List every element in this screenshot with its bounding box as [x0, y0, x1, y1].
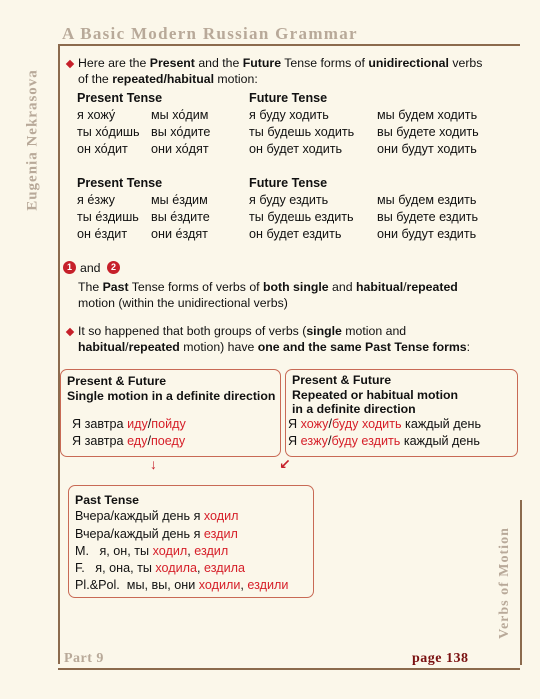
note-repeated: repeated [406, 280, 458, 294]
number-two-icon: 2 [107, 261, 120, 274]
author-name [18, 60, 48, 220]
past-example-line [75, 543, 228, 560]
note-text: Tense forms of verbs of [128, 280, 264, 294]
section-side-label [492, 515, 518, 650]
conj-cell: они е́здят [151, 227, 208, 241]
future-tense-table-khodit [249, 90, 479, 158]
present-tense-header: Present Tense [77, 176, 163, 190]
slash: / [327, 434, 332, 448]
conj-cell: они будут ездить [377, 227, 477, 241]
verb-red: еду [127, 434, 148, 448]
number-one-icon: 1 [63, 261, 76, 274]
conj-cell: я е́зжу [77, 193, 115, 207]
conj-cell: мы будем ходить [377, 108, 478, 122]
conj-cell: он будет ходить [249, 142, 343, 156]
note-text: : [466, 340, 471, 354]
conjugation-row [249, 209, 478, 226]
conjugation-row [249, 226, 478, 243]
future-tense-header: Future Tense [249, 176, 328, 190]
box-title: Present & Future [292, 373, 392, 387]
intro-repeated-habitual: repeated/habitual [112, 72, 215, 86]
verb-red: ездил [194, 544, 229, 558]
verb-red: хожу [300, 417, 329, 431]
intro-text: and the [194, 56, 243, 70]
bullet-diamond-icon [66, 60, 74, 68]
intro-text: Here are the [78, 56, 150, 70]
slash: / [147, 434, 151, 448]
verb-red: ходила [155, 561, 198, 575]
note-text: and [328, 280, 356, 294]
example-line [72, 433, 185, 450]
future-tense-header: Future Tense [249, 91, 328, 105]
box-subtitle: Single motion in a definite direction [67, 389, 276, 403]
conjugation-row [249, 124, 479, 141]
note-single: single [306, 324, 342, 338]
section-side-text: Verbs of Motion [497, 526, 512, 639]
conj-cell: ты будешь ездить [249, 210, 354, 224]
note-text: motion and [341, 324, 407, 338]
note-text: It so happened that both groups of verbs ( [78, 324, 307, 338]
verb-red: ездил [203, 527, 238, 541]
note-text: / [125, 340, 129, 354]
future-tense-table-ezdit [249, 175, 478, 243]
verb-red: пойду [151, 417, 186, 431]
conj-cell: он е́здит [77, 227, 128, 241]
conjugation-row [77, 124, 210, 141]
frame-bottom-line [58, 668, 520, 670]
conj-cell: я буду ездить [249, 193, 329, 207]
past-example-line [75, 508, 239, 525]
conj-cell: мы е́здим [151, 193, 208, 207]
intro-future: Future [242, 56, 282, 70]
example-text: Вчера/каждый день я [75, 527, 204, 541]
conj-cell: мы хо́дим [151, 108, 209, 122]
past-example-line [75, 560, 245, 577]
conj-cell: мы будем ездить [377, 193, 477, 207]
conj-cell: они хо́дят [151, 142, 209, 156]
note-habitual: habitual [355, 280, 404, 294]
conj-cell: вы е́здите [151, 210, 210, 224]
arrow-down-left-icon: ↙ [279, 456, 291, 472]
conj-cell: он хо́дит [77, 142, 128, 156]
same-past-forms-note [78, 323, 508, 355]
example-text: каждый день [401, 417, 482, 431]
example-line [288, 433, 480, 450]
slash: / [328, 417, 332, 431]
arrow-down-icon: ↓ [150, 456, 157, 472]
comma: , [197, 561, 205, 575]
note-text: The [78, 280, 103, 294]
example-text: Я завтра [72, 434, 128, 448]
note-text: motion (within the unidirectional verbs) [78, 296, 288, 310]
note-same-forms: one and the same Past Tense forms [257, 340, 467, 354]
conjugation-row [77, 107, 210, 124]
note-text: / [403, 280, 407, 294]
conj-cell: он будет ездить [249, 227, 342, 241]
intro-paragraph [78, 55, 508, 87]
conj-cell: ты будешь ходить [249, 125, 355, 139]
intro-text: Tense forms of [281, 56, 369, 70]
bullet-diamond-icon [66, 328, 74, 336]
conj-cell: я хожу́ [77, 108, 116, 122]
conj-cell: вы хо́дите [151, 125, 211, 139]
page-number: page 138 [412, 651, 469, 666]
conj-cell: вы будете ездить [377, 210, 479, 224]
note-habitual: habitual [78, 340, 126, 354]
intro-text: verbs [448, 56, 483, 70]
intro-present: Present [149, 56, 195, 70]
example-text: Pl.&Pol. мы, вы, они [75, 578, 199, 592]
past-example-line [75, 526, 238, 543]
verb-red: ездили [247, 578, 289, 592]
comma: , [240, 578, 248, 592]
box-subtitle: in a definite direction [292, 402, 416, 416]
intro-text: of the [78, 72, 113, 86]
verb-red: иду [127, 417, 148, 431]
author-text: Eugenia Nekrasova [24, 69, 41, 211]
example-text: F. я, она, ты [75, 561, 156, 575]
past-example-line [75, 577, 288, 594]
example-text: Вчера/каждый день я [75, 509, 204, 523]
conjugation-row [77, 192, 210, 209]
conjugation-row [249, 141, 479, 158]
verb-red: буду ходить [331, 417, 402, 431]
example-text: Я [288, 434, 301, 448]
frame-top-line [58, 44, 520, 46]
past-tense-note [78, 279, 508, 311]
conj-cell: я буду ходить [249, 108, 329, 122]
conjugation-row [249, 192, 478, 209]
intro-unidirectional: unidirectional [368, 56, 449, 70]
frame-left-line [58, 44, 60, 664]
box-title: Present & Future [67, 374, 167, 388]
repeated-motion-box [285, 369, 518, 457]
and-text: and [80, 261, 101, 275]
conj-cell: ты хо́дишь [77, 125, 140, 139]
conj-cell: ты е́здишь [77, 210, 139, 224]
verb-red: ходил [152, 544, 188, 558]
verb-red: поеду [150, 434, 186, 448]
example-text: Я [288, 417, 301, 431]
example-text: M. я, он, ты [75, 544, 153, 558]
present-tense-table-ezdit [77, 175, 210, 243]
example-text: каждый день [400, 434, 480, 448]
frame-right-line [520, 500, 522, 665]
conjugation-row [249, 107, 479, 124]
example-text: Я завтра [72, 417, 128, 431]
past-tense-box [68, 485, 314, 598]
note-both-single: both single [263, 280, 329, 294]
single-motion-box [60, 369, 281, 457]
conjugation-row [77, 209, 210, 226]
slash: / [147, 417, 152, 431]
verb-red: ходил [203, 509, 239, 523]
conj-cell: они будут ходить [377, 142, 477, 156]
comma: , [187, 544, 195, 558]
note-repeated: repeated [128, 340, 180, 354]
part-label: Part 9 [64, 651, 104, 666]
box-title: Past Tense [75, 493, 140, 507]
present-tense-table-khodit [77, 90, 210, 158]
note-past: Past [102, 280, 129, 294]
present-tense-header: Present Tense [77, 91, 163, 105]
book-title: A Basic Modern Russian Grammar [62, 24, 358, 43]
note-text: motion) have [179, 340, 258, 354]
verb-red: езжу [300, 434, 328, 448]
example-line [72, 416, 186, 433]
conjugation-row [77, 226, 210, 243]
conj-cell: вы будете ходить [377, 125, 479, 139]
verb-red: ездила [204, 561, 245, 575]
box-subtitle: Repeated or habitual motion [292, 388, 459, 402]
verb-red: буду ездить [331, 434, 401, 448]
intro-text: motion: [214, 72, 258, 86]
conjugation-row [77, 141, 210, 158]
example-line [288, 416, 481, 433]
verb-red: ходили [198, 578, 241, 592]
